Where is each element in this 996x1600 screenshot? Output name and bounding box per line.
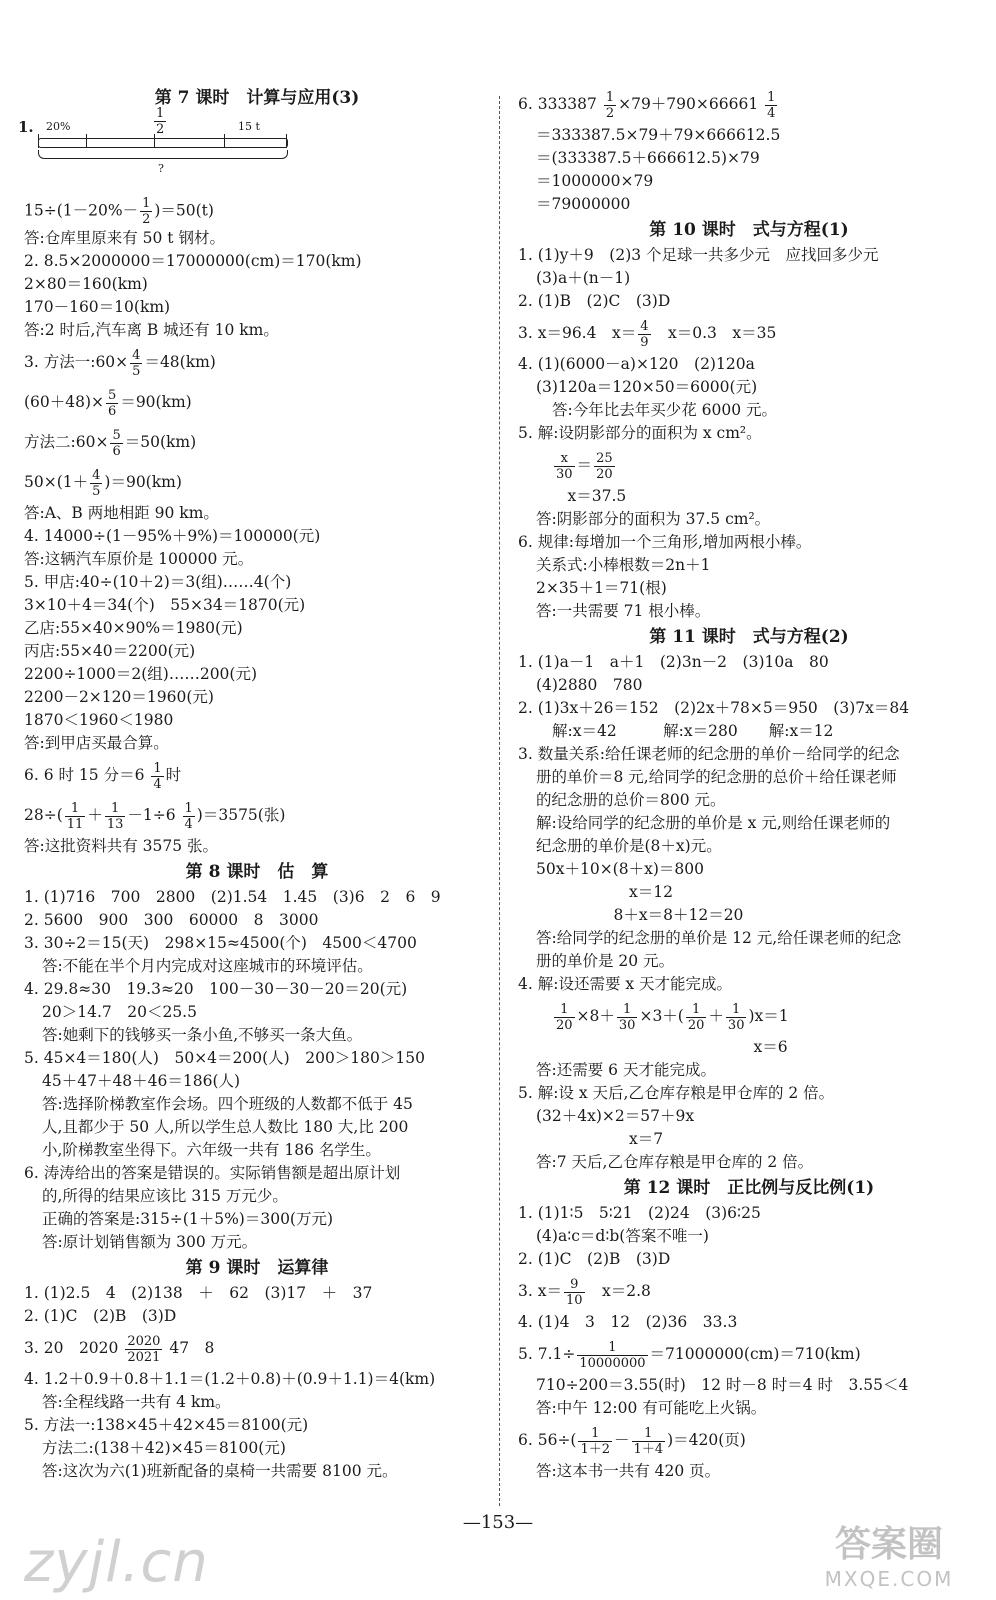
denominator: 20 [687,1017,705,1033]
formula-text: )＝3575(张) [196,806,286,824]
formula-line [24,755,490,795]
answer-line: (32＋4x)×2＝57＋9x [536,1107,695,1125]
formula-line [24,1328,490,1368]
numerator: 1 [577,1340,647,1356]
fraction [686,1002,707,1033]
answer-line: (4)2880 780 [536,676,643,694]
answer-line: 答:这次为六(1)班新配备的桌椅一共需要 8100 元。 [42,1462,398,1480]
segment-bar [38,138,288,148]
answer-line: ＝(333387.5＋666612.5)×79 [536,149,760,167]
numerator: 1 [686,1002,707,1018]
numerator: 9 [564,1277,585,1293]
answer-line: 关系式:小棒根数＝2n＋1 [536,556,711,574]
answer-line: 1. (1)y＋9 (2)3 个足球一共多少元 应找回多少元 [518,246,879,264]
formula-text: x＝0.3 x＝35 [652,324,777,342]
fraction [765,90,777,121]
denominator: 11 [66,816,84,832]
numerator: 4 [92,467,101,483]
answer-line: 6. 规律:每增加一个三角形,增加两根小棒。 [518,533,812,551]
right-column [518,84,980,1483]
denominator: 10 [565,1292,583,1308]
fraction [632,1426,666,1457]
denominator: 2 [605,105,615,121]
answer-line: 答:阴影部分的面积为 37.5 cm²。 [536,510,771,528]
formula-line [24,382,490,422]
answer-line: x＝7 [536,1130,664,1148]
answer-line: 4. 解:设还需要 x 天才能完成。 [518,975,733,993]
numerator: 1 [578,1426,612,1442]
answer-line: 册的单价＝8 元,给同学的纪念册的总价＋给任课老师 [536,768,897,786]
fraction [604,90,616,121]
answer-line: 纪念册的单价是(8＋x)元。 [536,837,722,855]
numerator: x [554,451,575,467]
formula-text: )x＝1 [748,1007,789,1025]
column-divider [499,96,500,1506]
answer-line: (3)120a＝120×50＝6000(元) [536,378,758,396]
denominator: 20 [556,1017,573,1033]
fraction [90,468,102,499]
answer-line: 答:2 时后,汽车离 B 城还有 10 km。 [24,321,279,339]
formula-text: 6. 333387 [518,95,602,113]
fraction [564,1277,585,1308]
fraction [578,1426,612,1457]
answer-line: 45＋47＋48＋46＝186(人) [42,1072,241,1090]
fraction [617,1002,638,1033]
answer-line: 人,且都少于 50 人,所以学生总人数比 180 大,比 200 [42,1118,409,1136]
formula-text: 15÷(1－20%－ [24,201,139,220]
answer-line: 答:这辆汽车原价是 100000 元。 [24,550,254,568]
lesson-heading: 第 12 课时 正比例与反比例(1) [623,1178,875,1198]
answer-line: 丙店:55×40＝2200(元) [24,642,196,660]
answer-line: 的纪念册的总价＝800 元。 [536,791,726,809]
formula-text: ＝50(km) [124,433,197,451]
numerator: 1 [156,106,165,121]
denominator: 5 [92,483,101,499]
answer-line: 答:给同学的纪念册的单价是 12 元,给任课老师的纪念 [536,929,902,947]
formula-text: 3. 20 2020 [24,1339,124,1357]
answer-line: 2200－2×120＝1960(元) [24,688,214,706]
answer-line: 答:选择阶梯教室作会场。四个班级的人数都不低于 45 [42,1095,413,1113]
segment-tick [224,134,225,148]
denominator: 30 [556,466,573,482]
answer-line: 4. 14000÷(1－95%＋9%)＝100000(元) [24,527,321,545]
answer-line: ＝1000000×79 [536,172,654,190]
fraction [554,1002,575,1033]
answer-line: ＝79000000 [536,195,631,213]
formula-text: )＝50(t) [154,201,214,220]
segment-tick [286,134,287,148]
fraction [554,451,575,482]
formula-text: 6. 56÷( [518,1431,577,1449]
answer-line: 正确的答案是:315÷(1＋5%)＝300(万元) [42,1210,334,1228]
answer-line: ＝333387.5×79＋79×666612.5 [536,126,781,144]
fraction [65,801,86,832]
numerator: 1 [142,196,151,211]
answer-line: 答:全程线路一共有 4 km。 [42,1393,231,1411]
answer-line: 20＞14.7 20＜25.5 [42,1003,197,1021]
denominator: 4 [153,776,162,792]
numerator: 1 [184,800,193,816]
denominator: 1＋4 [633,1441,664,1457]
numerator: 2020 [127,1333,161,1349]
formula-text: ＝71000000(cm)＝710(km) [649,1345,861,1363]
watermark-logo-right [794,1516,984,1591]
answer-line: 答:这本书一共有 420 页。 [536,1462,721,1480]
formula-line [518,1334,980,1374]
formula-text: －1÷6 [127,806,181,824]
fraction [140,196,152,227]
numerator: 5 [112,427,121,443]
denominator: 13 [106,816,124,832]
fraction [106,388,118,419]
formula-text: 3. x＝ [518,1282,562,1300]
unknown-label: ? [158,162,164,175]
formula-line [518,313,980,353]
denominator: 10000000 [579,1355,646,1371]
denominator: 6 [108,403,117,419]
formula-line [518,1271,980,1311]
answer-line: 1. (1)a－1 a＋1 (2)3n－2 (3)10a 80 [518,653,829,671]
fraction [110,428,122,459]
formula-line [518,996,980,1036]
answer-line: 710÷200＝3.55(时) 12 时－8 时＝4 时 3.55＜4 [536,1376,909,1394]
formula-text: 47 8 [164,1339,215,1357]
answer-line: 5. 方法一:138×45＋42×45＝8100(元) [24,1416,309,1434]
answer-line: 2200÷1000＝2(组)……200(元) [24,665,258,683]
half-label [152,106,168,137]
answer-line: 5. 解:设阴影部分的面积为 x cm²。 [518,424,762,442]
watermark-text: 答案圈 [834,1524,943,1565]
numerator: 5 [108,387,117,403]
answer-line: (3)a＋(n－1) [536,269,631,287]
answer-line: 50x＋10×(8＋x)＝800 [536,860,704,878]
page-number: —153— [462,1512,534,1533]
answer-line: 5. 甲店:40÷(10＋2)＝3(组)……4(个) [24,573,292,591]
formula-line [518,84,980,124]
denominator: 4 [767,105,776,121]
watermark-logo: zyjl.cn [24,1530,209,1595]
formula-text: ＝ [576,456,593,474]
numerator: 1 [617,1002,638,1018]
answer-line: 答:今年比去年买少花 6000 元。 [552,401,778,419]
formula-text: ＝48(km) [144,353,216,371]
answer-line: 170－160＝10(km) [24,298,171,316]
answer-line: 2×80＝160(km) [24,275,148,293]
answer-line: 解:x＝42 解:x＝280 解:x＝12 [552,722,834,740]
mass-label: 15 t [238,120,260,133]
answer-line: 答:还需要 6 天才能完成。 [536,1061,716,1079]
formula-text: ＋ [87,806,103,824]
answer-line: 答:一共需要 71 根小棒。 [536,602,711,620]
answer-line: 答:7 天后,乙仓库存粮是甲仓库的 2 倍。 [536,1153,814,1171]
answer-line: (4)a∶c＝d∶b(答案不唯一) [536,1227,709,1245]
formula-text: )＝420(页) [667,1431,746,1449]
lesson-heading: 第 8 课时 估 算 [185,862,329,882]
answer-line: 2. (1)B (2)C (3)D [518,292,671,310]
answer-line: 3. 30÷2＝15(天) 298×15≈4500(个) 4500＜4700 [24,934,417,952]
numerator: 1 [153,760,162,776]
numerator: 1 [105,801,126,817]
formula-text: ＝90(km) [120,393,192,411]
numerator: 4 [132,347,141,363]
answer-line: 5. 解:设 x 天后,乙仓库存粮是甲仓库的 2 倍。 [518,1084,835,1102]
answer-line: 乙店:55×40×90%＝1980(元) [24,619,243,637]
fraction [183,801,195,832]
fraction [151,761,163,792]
denominator: 6 [112,443,121,459]
formula-text: )＝90(km) [104,473,182,491]
numerator: 1 [554,1002,575,1018]
answer-line: 答:到甲店买最合算。 [24,734,169,752]
total-brace [38,150,288,159]
answer-line: 3. 数量关系:给任课老师的纪念册的单价－给同学的纪念 [518,745,900,763]
fraction [638,319,650,350]
fraction [125,1334,162,1365]
answer-line: 4. (1)4 3 12 (2)36 33.3 [518,1313,738,1331]
numerator: 25 [596,450,613,466]
denominator: 4 [184,816,193,832]
answer-line: 4. 29.8≈30 19.3≈20 100－30－30－20＝20(元) [24,980,408,998]
lesson-heading: 第 9 课时 运算律 [185,1258,329,1278]
answer-line: 答:这批资料共有 3575 张。 [24,837,219,855]
answer-line: 答:不能在半个月内完成对这座城市的环境评估。 [42,957,373,975]
denominator: 20 [596,466,613,482]
answer-line: x＝6 [552,1038,788,1056]
formula-line [24,422,490,462]
lesson-heading: 第 7 课时 计算与应用(3) [154,88,360,108]
denominator: 2 [156,122,165,137]
formula-text: 50×(1＋ [24,473,89,491]
answer-line: 册的单价是 20 元。 [536,952,675,970]
formula-text: 时 [165,766,182,784]
denominator: 1＋2 [580,1441,611,1457]
denominator: 9 [640,334,649,350]
answer-line: x＝37.5 [552,487,627,505]
formula-text: ×8＋ [576,1007,615,1025]
numerator: 1 [767,89,776,105]
denominator: 30 [727,1017,745,1033]
formula-line [518,445,980,485]
answer-line: 解:设给同学的纪念册的单价是 x 元,则给任课老师的 [536,814,891,832]
lesson-heading: 第 11 课时 式与方程(2) [649,627,849,647]
formula-text: ＋ [708,1007,724,1025]
fraction [130,348,142,379]
answer-line: 答:原计划销售额为 300 万元。 [42,1233,258,1251]
segment-tick [86,134,87,148]
answer-line: 4. 1.2＋0.9＋0.8＋1.1＝(1.2＋0.8)＋(0.9＋1.1)＝4(km) [24,1370,436,1388]
fraction [105,801,126,832]
numerator: 1 [65,801,86,817]
line-segment-diagram [18,106,490,192]
formula-line [24,342,490,382]
formula-text: ×79＋790×66661 [618,95,764,113]
formula-text: (60＋48)× [24,393,105,411]
answer-line: 答:仓库里原来有 50 t 钢材。 [24,229,225,247]
formula-text: 28÷( [24,806,63,824]
answer-line: 方法二:(138＋42)×45＝8100(元) [42,1439,286,1457]
answer-line: 2×35＋1＝71(根) [536,579,667,597]
answer-line: 2. 5600 900 300 60000 8 3000 [24,911,319,929]
numerator: 1 [726,1002,747,1018]
formula-text: 6. 6 时 15 分＝6 [24,766,150,784]
answer-line: 答:她剩下的钱够买一条小鱼,不够买一条大鱼。 [42,1026,363,1044]
segment-tick [38,134,39,148]
formula-text: x＝2.8 [586,1282,651,1300]
watermark-url: MXQE.COM [824,1567,954,1591]
formula-line [24,795,490,835]
denominator: 2 [142,212,151,227]
answer-line: 8＋x＝8＋12＝20 [536,906,744,924]
formula-text: 3. 方法一:60× [24,353,129,371]
formula-text: 方法二:60× [24,433,109,451]
answer-line: 2. (1)C (2)B (3)D [24,1307,177,1325]
answer-line: 3×10＋4＝34(个) 55×34＝1870(元) [24,596,306,614]
formula-line [24,462,490,502]
formula-text: 3. x＝96.4 x＝ [518,324,637,342]
denominator: 2021 [127,1349,161,1365]
answer-line: x＝12 [536,883,673,901]
answer-line: 2. 8.5×2000000＝17000000(cm)＝170(km) [24,252,362,270]
answer-line: 2. (1)3x＋26＝152 (2)2x＋78×5＝950 (3)7x＝84 [518,699,910,717]
numerator: 1 [632,1426,666,1442]
answer-line: 1. (1)2.5 4 (2)138 ＋ 62 (3)17 ＋ 37 [24,1284,373,1302]
answer-line: 6. 涛涛给出的答案是错误的。实际销售额是超出原计划 [24,1164,401,1182]
answer-line: 小,阶梯教室坐得下。六年级一共有 186 名学生。 [42,1141,381,1159]
formula-text: 5. 7.1÷ [518,1345,576,1363]
question-number: 1. [18,118,34,136]
answer-line: 1. (1)716 700 2800 (2)1.54 1.45 (3)6 2 6 9 [24,888,441,906]
fraction [154,106,166,137]
left-column [18,84,490,1483]
formula-line [24,196,490,227]
answer-line: 1870＜1960＜1980 [24,711,174,729]
fraction [577,1340,647,1371]
answer-line: 4. (1)(6000－a)×120 (2)120a [518,355,755,373]
answer-line: 5. 45×4＝180(人) 50×4＝200(人) 200＞180＞150 [24,1049,425,1067]
answer-line: 的,所得的结果应该比 315 万元少。 [42,1187,288,1205]
answer-line: 1. (1)1∶5 5∶21 (2)24 (3)6∶25 [518,1204,761,1222]
answer-line: 答:A、B 两地相距 90 km。 [24,504,219,522]
formula-text: ×3＋( [639,1007,684,1025]
fraction [594,451,615,482]
answer-line: 2. (1)C (2)B (3)D [518,1250,671,1268]
formula-text: － [614,1431,630,1449]
fraction [726,1002,747,1033]
answer-line: 答:中午 12:00 有可能吃上火锅。 [536,1399,767,1417]
percent-label: 20% [46,120,71,133]
denominator: 5 [132,363,141,379]
formula-line [518,1420,980,1460]
numerator: 4 [640,318,649,334]
denominator: 30 [618,1017,636,1033]
lesson-heading: 第 10 课时 式与方程(1) [649,220,849,240]
numerator: 1 [605,89,615,105]
